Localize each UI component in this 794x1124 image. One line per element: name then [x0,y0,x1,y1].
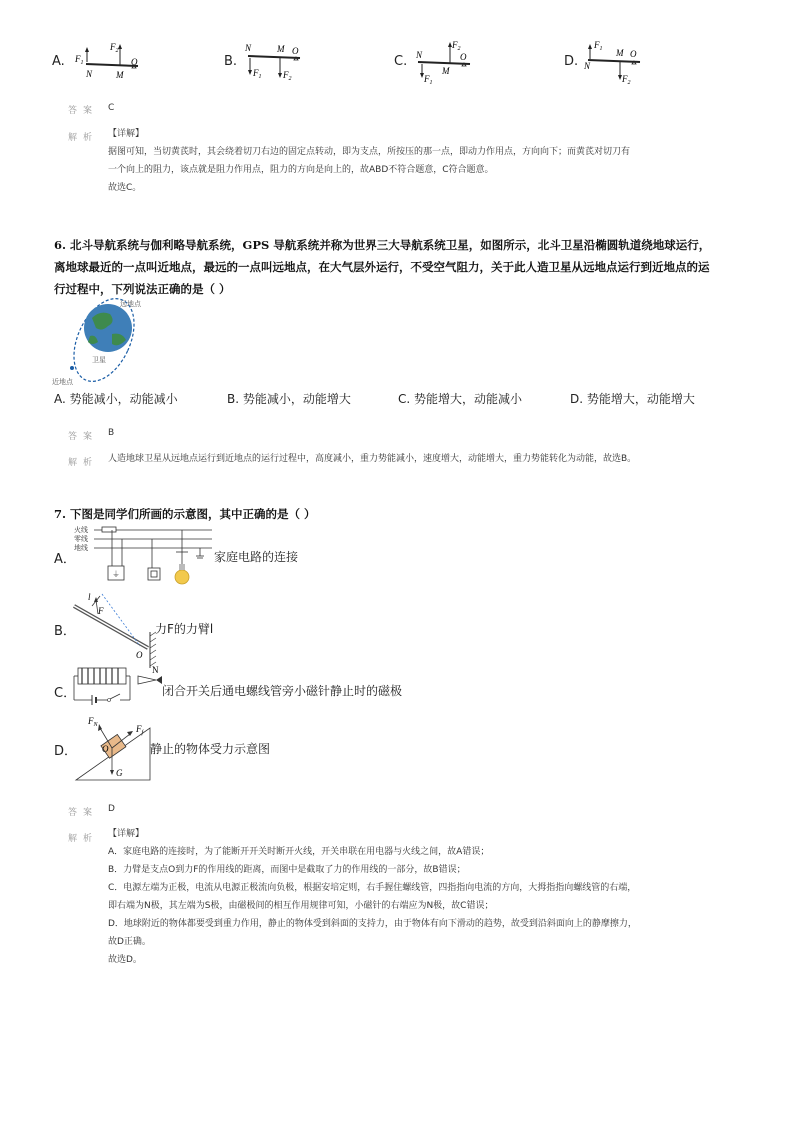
q5-option-c-letter: C. [394,54,408,69]
label-m: M [116,70,124,80]
switch-box-icon [148,568,160,580]
q7-caption-a: 家庭电路的连接 [214,550,299,564]
label-n: N [584,61,591,71]
label-o: O [630,49,637,59]
q7-option-c-letter[interactable]: C． [54,686,77,701]
label-m: M [277,44,285,54]
detail-line: C．电源左端为正极，电流从电源正极流向负极，根据安培定则，右手握住螺线管，四指指向电流的方向，大拇指指向螺线管的右端， [108,883,637,893]
label-o: O [292,46,299,56]
q7-option-b-letter[interactable]: B． [54,624,76,639]
label-o: O [131,57,138,67]
q6-option-d[interactable]: D. 势能增大，动能增大 [570,392,695,406]
near-point-label: 近地点 [52,378,73,386]
detail-tag: 【详解】 [108,829,145,839]
label-f2: $F_2$ [452,40,461,52]
q5-option-d-letter: D. [564,54,579,69]
q5-option-d-diagram [582,36,652,86]
q6-option-b[interactable]: B. 势能减小，动能增大 [227,392,351,406]
detail-line: 即右端为N极，其左端为S极，由磁极间的相互作用规律可知，小磁针的右端应为N极，故C错误； [108,901,494,911]
label-g: G [116,768,123,778]
q7-option-a-circuit [72,522,212,592]
label-n: N [416,50,423,60]
q7-caption-c: 闭合开关后通电螺线管旁小磁针静止时的磁极 [162,684,403,698]
q5-option-a-diagram [72,38,152,82]
label-m: M [616,48,624,58]
q7-caption-d: 静止的物体受力示意图 [150,742,271,756]
label-o: O [136,650,143,660]
q5-answer-label: 答案 [68,106,99,116]
solenoid-core [78,668,126,684]
q5-analysis-label: 解析 [68,133,99,143]
q5-option-b-diagram [240,38,310,82]
q6-answer-label: 答案 [68,432,99,442]
q7-option-d-incline [72,710,152,782]
near-point-dot [70,366,74,370]
q5-option-b-letter: B. [224,54,238,69]
label-f1: $F_1$ [253,68,262,80]
detail-line: A．家庭电路的连接时，为了能断开开关时断开火线，开关串联在用电器与火线之间，故A错误； [108,847,490,857]
far-point-label: 远地点 [120,300,141,308]
label-fn: $F_N$ [88,716,98,728]
label-o: O [102,744,109,754]
label-m: M [442,66,450,76]
earth-wire-label: 地线 [74,544,88,552]
detail-line: 一个向上的阻力，该点就是阻力作用点，阻力的方向是向上的，故ABD不符合题意，C符合题意。 [108,165,494,175]
label-f1: $F_1$ [424,74,433,86]
label-f2: $F_2$ [622,74,631,86]
solenoid-coil [82,668,118,684]
q7-answer-label: 答案 [68,808,99,818]
label-l: l [88,592,91,602]
label-f1: $F_1$ [594,40,603,52]
detail-tag: 【详解】 [108,129,145,139]
detail-line: 故选C。 [108,183,142,193]
q6-analysis: 人造地球卫星从远地点运行到近地点的运行过程中，高度减小，重力势能减小，速度增大，动能增大，重力势能转化为动能，故选B。 [108,454,637,464]
fuse-icon [102,527,116,532]
label-f2: $F_2$ [110,42,119,54]
label-n: N [86,69,93,79]
neutral-wire-label: 零线 [74,535,88,543]
q6-option-c[interactable]: C. 势能增大，动能减小 [398,392,523,406]
light-bulb-icon [175,570,189,584]
label-n: N [152,665,159,675]
cutter-blade [418,62,470,64]
live-wire-label: 火线 [74,526,88,534]
cutter-blade [588,60,640,62]
q7-option-c-solenoid [72,660,166,714]
label-ff: $F_f$ [136,724,144,736]
q7-option-d-letter[interactable]: D． [54,744,78,759]
q7-caption-b: 力F的力臂l [155,622,214,636]
detail-line: B．力臂是支点O到力F的作用线的距离，而图中是截取了力的作用线的一部分，故B错误； [108,865,466,875]
svg-text:⏚: ⏚ [112,570,120,579]
q7-stem: 7. 下图是同学们所画的示意图，其中正确的是（ ） [54,507,316,521]
q5-option-a-letter: A. [52,54,65,69]
satellite-label: 卫星 [92,356,106,364]
label-f1: $F_1$ [75,54,84,66]
label-f: F [98,606,104,616]
detail-line: D．地球附近的物体都要受到重力作用，静止的物体受到斜面的支持力，由于物体有向下滑动的趋势，故受到沿斜面向上的静摩擦力， [108,919,637,929]
label-o: O [460,52,467,62]
detail-line: 据图可知，当切黄芪时，其会绕着切刀右边的固定点转动，即为支点，所按压的那一点，即动力作用点，方向向下；而黄芪对切刀有 [108,147,631,157]
q6-stem-line: 离地球最近的一点叫近地点，最远的一点叫远地点，在大气层外运行，不受空气阻力，关于此人造卫星从远地点运行到近地点的运 [54,260,710,274]
detail-line: 故D正确。 [108,937,151,947]
q7-option-a-letter[interactable]: A． [54,552,76,567]
label-n: N [245,43,252,53]
q6-analysis-label: 解析 [68,458,99,468]
q6-answer: B [108,428,115,438]
q7-analysis-label: 解析 [68,834,99,844]
q6-stem-line: 6. 北斗导航系统与伽利略导航系统，GPS 导航系统并称为世界三大导航系统卫星，如图所示，北斗卫星沿椭圆轨道绕地球运行， [54,238,711,252]
compass-needle-icon [138,676,156,684]
label-f2: $F_2$ [283,70,292,82]
detail-line: 故选D。 [108,955,142,965]
cutter-blade [248,56,300,58]
q5-answer: C [108,103,115,113]
q6-option-a[interactable]: A. 势能减小，动能减小 [54,392,178,406]
q7-answer: D [108,804,115,814]
q5-option-c-diagram [412,36,482,86]
switch-icon [110,694,120,699]
q6-stem [54,234,774,300]
earth-globe [84,304,132,352]
q7-detail [108,825,768,969]
q6-orbit-figure [52,296,142,386]
q5-detail [108,125,748,197]
q6-stem-line: 行过程中，下列说法正确的是（ ） [54,282,231,296]
